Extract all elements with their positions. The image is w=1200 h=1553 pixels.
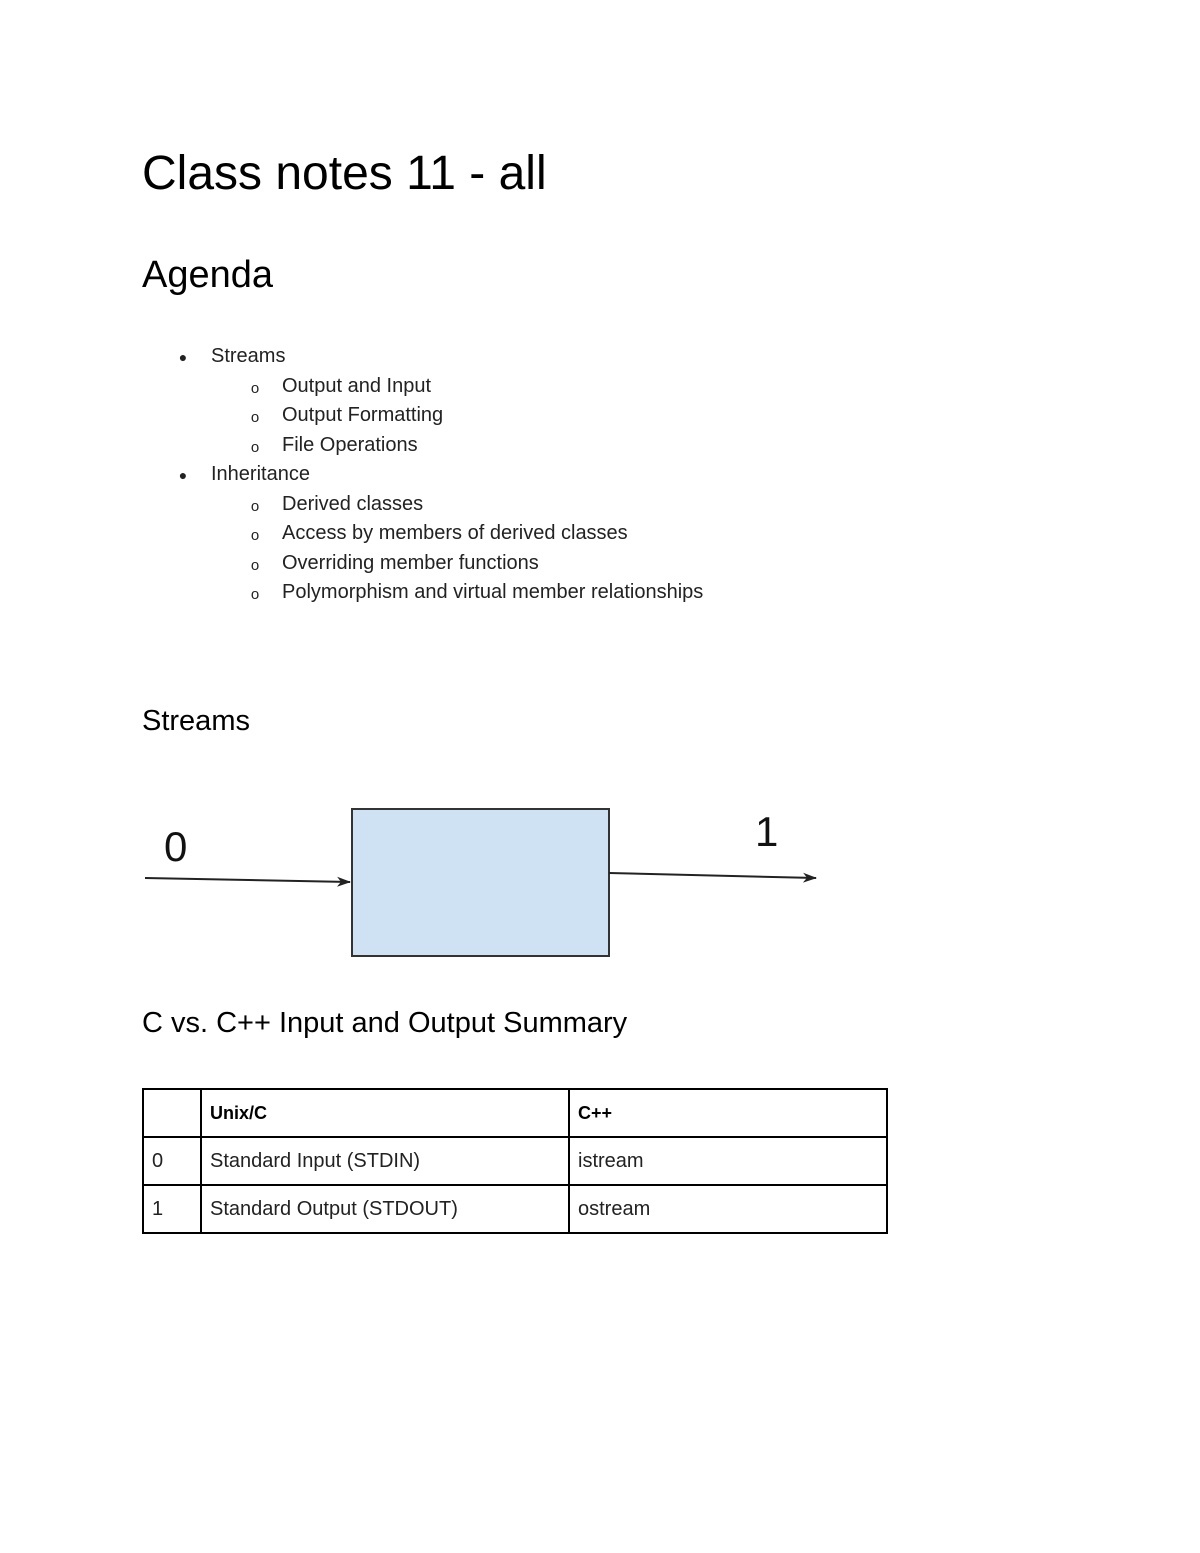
agenda-item-label: Output and Input xyxy=(282,374,432,397)
table-cell: istream xyxy=(569,1137,887,1185)
bullet-dot-icon: ● xyxy=(178,349,188,365)
agenda-item-label: Derived classes xyxy=(282,492,424,515)
agenda-item-label: Access by members of derived classes xyxy=(282,522,628,544)
bullet-circle-icon: o xyxy=(250,497,260,515)
stream-output-label: 1 xyxy=(755,808,779,855)
table-header-cell: C++ xyxy=(569,1089,887,1137)
table-cell: Standard Input (STDIN) xyxy=(201,1137,569,1185)
table-cell: 1 xyxy=(143,1185,201,1233)
table-cell: 0 xyxy=(143,1137,201,1185)
table-row xyxy=(143,1137,887,1185)
agenda-item-label: File Operations xyxy=(282,433,418,456)
bullet-circle-icon: o xyxy=(250,527,260,544)
bullet-circle-icon: o xyxy=(250,438,260,456)
document-title: Class notes 11 - all xyxy=(142,147,547,200)
output-arrow xyxy=(609,873,816,878)
summary-heading: C vs. C++ Input and Output Summary xyxy=(142,1007,628,1039)
table-cell: ostream xyxy=(569,1185,887,1233)
io-summary-table xyxy=(142,1088,888,1234)
table-row xyxy=(143,1185,887,1233)
agenda-item-label: Overriding member functions xyxy=(282,551,539,574)
agenda-item-label: Streams xyxy=(211,345,286,367)
table-header-cell: Unix/C xyxy=(201,1089,569,1137)
agenda-item-label: Polymorphism and virtual member relationships xyxy=(282,581,704,603)
bullet-circle-icon: o xyxy=(250,379,260,397)
table-header-row xyxy=(143,1089,887,1137)
table-cell: Standard Output (STDOUT) xyxy=(201,1185,569,1233)
process-box xyxy=(352,809,609,956)
agenda-item-label: Inheritance xyxy=(211,463,310,485)
bullet-circle-icon: o xyxy=(250,409,260,426)
streams-heading: Streams xyxy=(142,705,250,737)
bullet-circle-icon: o xyxy=(250,556,260,574)
agenda-heading: Agenda xyxy=(142,254,274,296)
table-header-cell xyxy=(143,1089,201,1137)
stream-input-label: 0 xyxy=(164,823,188,870)
agenda-item-label: Output Formatting xyxy=(282,404,444,426)
bullet-dot-icon: ● xyxy=(178,467,188,483)
stream-diagram xyxy=(130,800,850,970)
input-arrow xyxy=(145,878,350,882)
bullet-circle-icon: o xyxy=(250,586,260,603)
